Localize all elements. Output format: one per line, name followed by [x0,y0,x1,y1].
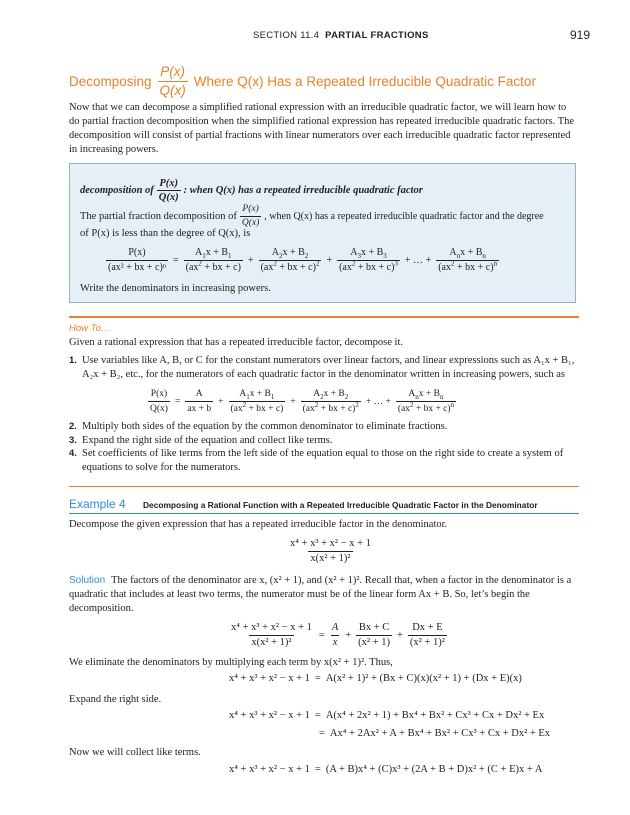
howto-step-2: 2. Multiply both sides of the equation by the common denominator to eliminate fractions. [69,421,448,432]
equation-line-1: x⁴ + x³ + x² − x + 1 = A(x² + 1)² + (Bx + C)(x)(x² + 1) + (Dx + E)(x) [229,673,522,684]
running-header [0,30,630,46]
equation-line-3: = Ax⁴ + 2Ax² + A + Bx⁴ + Bx² + Cx³ + Cx + Dx² + Ex [319,728,551,739]
heading-post: Where Q(x) Has a Repeated Irreducible Quadratic Factor [193,74,536,89]
step2-text: Expand the right side. [69,694,162,705]
howto-rule-top [69,316,579,318]
howto-intro: Given a rational expression that has a repeated irreducible factor, decompose it. [69,337,403,348]
howto-label: How To… [69,323,111,334]
howto-step-3: 3. Expand the right side of the equation and collect like terms. [69,434,333,446]
example-header [69,497,579,514]
box-footer: Write the denominators in increasing powers. [80,283,271,294]
step3-text: Now we will collect like terms. [69,747,201,758]
example-prompt: Decompose the given expression that has a repeated irreducible factor in the denominator. [69,519,448,530]
box-line1: The partial fraction decomposition of $\frac{P(x)}{Q(x)}$ , when Q(x) has a repeated irreducible quadratic factor and the degree [80,204,544,228]
definition-box [69,163,576,303]
section-title: PARTIAL FRACTIONS [325,30,429,41]
example-label: Example 4 [69,497,126,511]
step1-text: We eliminate the denominators by multiplying each term by x(x² + 1)². Thus, [69,657,393,668]
equation-line-2: x⁴ + x³ + x² − x + 1 = A(x⁴ + 2x² + 1) + Bx⁴ + Bx² + Cx³ + Cx + Dx² + Ex [229,710,545,721]
howto-step-4: 4. Set coefficients of like terms from the left side of the equation equal to those on the right side to create a system of equations to solve for the numerators. [69,448,564,473]
box-line2: of P(x) is less than the degree of Q(x), is [80,228,251,239]
howto-step-1: 1. Use variables like A, B, or C for the constant numerators over linear factors, and linear expressions such as A₁x + B₁, A₂x + B₂, etc., for the numerators of each quadratic factor in the denominator written in increasing powers, such as [69,355,575,380]
section-label: SECTION 11.4 PARTIAL FRACTIONS [253,30,429,41]
box-title: decomposition of $\frac{P(x)}{Q(x)}$ : when Q(x) has a repeated irreducible quadratic factor [80,178,423,203]
example-title: Decomposing a Rational Function with a Repeated Irreducible Quadratic Factor in the Denominator [143,500,538,510]
equation-line-4: x⁴ + x³ + x² − x + 1 = (A + B)x⁴ + (C)x³ + (2A + B + D)x² + (C + E)x + A [229,764,543,775]
box-general-equation: $\frac{P(x)}{\text{(ax² + bx + c)ⁿ}}$ = $\frac{A_1x + B_1}{(ax^2 + bx + c)}$ + $\frac{A_2x + B_2}{(ax^2 + bx + c)^2}$ + $\frac{A_3x + B_3}{(ax^2 + bx + c)^3}$ + … + $\frac{A_nx + B_n}{(ax^2 + bx + c)^n}$ [108,247,498,273]
example-expression: $\frac{\text{x⁴ + x³ + x² − x + 1}}{\text{x(x² + 1)²}}$ [290,538,371,564]
decomposition-equation: $\frac{\text{x⁴ + x³ + x² − x + 1}}{\text{x(x² + 1)²}}$ = $\frac{A}{x}$ + $\frac{Bx + C}{\text{(x² + 1)}}$ + $\frac{Dx + E}{\text{(x² + 1)²}}$ [231,622,445,648]
solution-label: Solution [69,575,106,586]
howto-step1-equation: $\frac{P(x)}{Q(x)}$ = $\frac{A}{ax + b}$ + $\frac{A_1x + B_1}{(ax^2 + bx + c)}$ + $\frac{A_2x + B_2}{(ax^2 + bx + c)^2}$ + … + $\frac{A_nx + B_n}{(ax^2 + bx + c)^n}$ [150,389,455,414]
solution-paragraph: Solution The factors of the denominator are x, (x² + 1), and (x² + 1)². Recall that, when a factor in the denominator is a quadratic that includes at least two terms, the numerator must be of the linear form Ax + B. So, let’s begin the decomposition. [69,575,572,614]
heading-pre: Decomposing [69,74,152,89]
section-heading: Decomposing $\frac{P(x)}{Q(x)}$ Where Q(x) Has a Repeated Irreducible Quadratic Factor [69,64,536,98]
howto-rule-bottom [69,486,579,487]
howto-steps [69,354,577,474]
page-number: 919 [570,28,591,42]
intro-paragraph: Now that we can decompose a simplified rational expression with an irreducible quadratic factor, we will learn how to do partial fraction decomposition when the simplified rational expression has repeated irreducible quadratic factors. The decomposition will consist of partial fractions with linear numerators over each irreducible quadratic factor represented in increasing powers. [69,102,575,155]
